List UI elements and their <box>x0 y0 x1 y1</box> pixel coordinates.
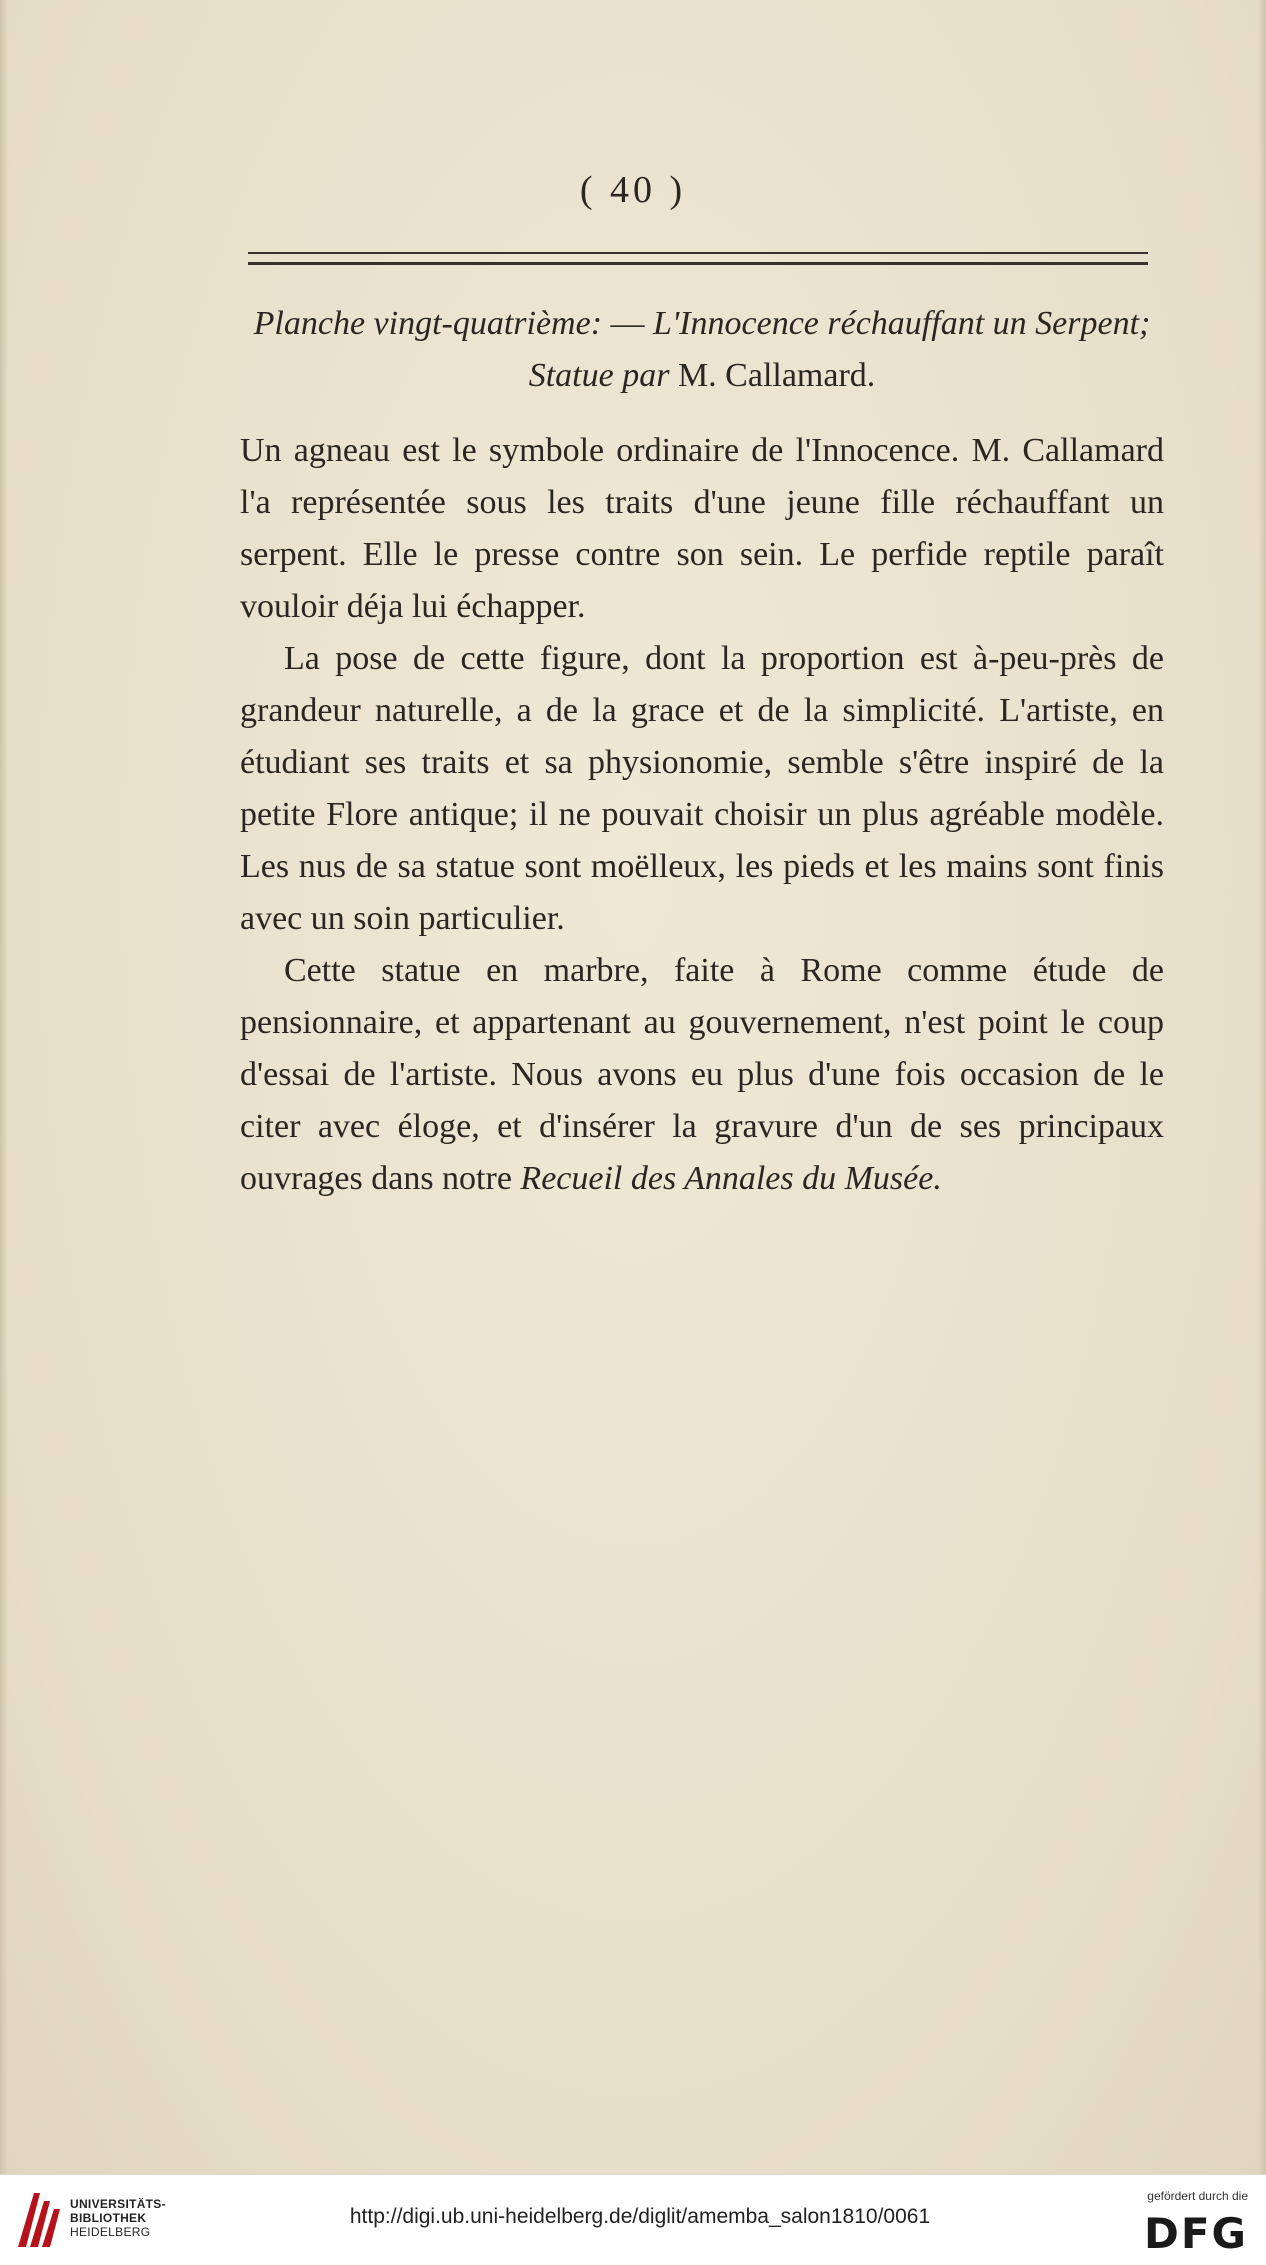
page-edge-left <box>0 0 8 2174</box>
footer-bar <box>0 2174 1266 2265</box>
library-name <box>70 2197 166 2239</box>
body-text <box>240 425 1164 1205</box>
header-rule-thin <box>248 252 1148 254</box>
page-number: ( 40 ) <box>579 169 687 211</box>
paragraph-1: Un agneau est le symbole ordinaire de l'Innocence. M. Callamard l'a représentée sous les traits d'une jeune fille réchauffant un serpent. Elle le presse contre son sein. Le perfide reptile paraît vouloir déja lui échapper. <box>240 432 1164 625</box>
library-name-line-3: HEIDELBERG <box>70 2225 151 2239</box>
library-name-line-1: UNIVERSITÄTS- <box>70 2197 166 2211</box>
university-library-logo-icon <box>14 2187 62 2251</box>
paragraph-2: La pose de cette figure, dont la proportion est à-peu-près de grandeur naturelle, a de la grace et de la simplicité. L'artiste, en étudiant ses traits et sa physionomie, semble s'être inspiré de la petite Flore antique; il ne pouvait choisir un plus agréable modèle. Les nus de sa statue sont moëlleux, les pieds et les mains sont finis avec un soin particulier. <box>240 640 1164 937</box>
paragraph-3 <box>240 945 1164 1205</box>
heading-separator: — <box>602 305 654 342</box>
dfg-logo: DFG <box>1143 2209 1248 2258</box>
funded-by-label: gefördert durch die <box>1147 2189 1248 2203</box>
heading-title: L'Innocence réchauffant un Serpent; Statue par <box>528 305 1151 394</box>
library-name-line-2: BIBLIOTHEK <box>70 2211 147 2225</box>
heading-plate-label: Planche vingt-quatrième: <box>253 305 603 342</box>
page-edge-right <box>1258 0 1266 2174</box>
plate-heading <box>240 298 1164 402</box>
paragraph-3-text: Cette statue en marbre, faite à Rome comme étude de pensionnaire, et appartenant au gouvernement, n'est point le coup d'essai de l'artiste. Nous avons eu plus d'une fois occasion de le citer avec éloge, et d'insérer la gravure d'un de ses principaux ouvrages dans notre <box>240 952 1164 1197</box>
header-rule-thick <box>248 262 1148 265</box>
paragraph-3-italic-title: Recueil des Annales du Musée. <box>520 1160 942 1197</box>
heading-artist: M. Callamard. <box>669 357 876 394</box>
source-url-link[interactable]: http://digi.ub.uni-heidelberg.de/diglit/amemba_salon1810/0061 <box>349 2205 931 2228</box>
